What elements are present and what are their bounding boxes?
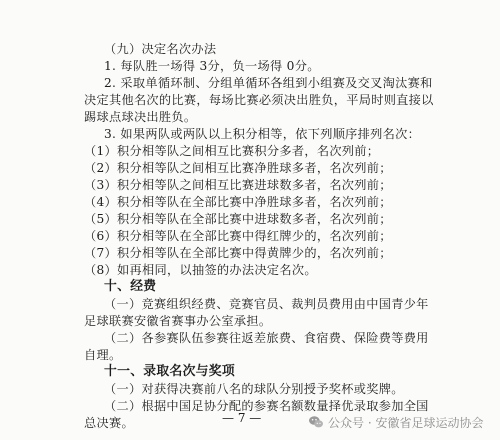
funding-item-1-continued: 足球联赛安徽省赛事办公室承担。 — [84, 314, 272, 328]
ranking-item-2: （2）积分相等队之间相互比赛净胜球多者，名次列前； — [84, 161, 392, 175]
ranking-item-3: （3）积分相等队之间相互比赛进球数多者，名次列前； — [84, 178, 392, 192]
ranking-item-8: （8）如再相同，以抽签的办法决定名次。 — [84, 263, 317, 277]
funding-item-1: （一）竞赛组织经费、竞赛官员、裁判员费用由中国青少年 — [104, 297, 429, 311]
rule-2: 2. 采取单循环制、分组单循环各组到小组赛及交叉淘汰赛和 — [104, 76, 433, 90]
ranking-item-5: （5）积分相等队在全部比赛中进球数多者，名次列前； — [84, 212, 392, 226]
ranking-item-1: （1）积分相等队之间相互比赛积分多者，名次列前； — [84, 144, 380, 158]
ranking-item-4: （4）积分相等队在全部比赛中净胜球多者，名次列前； — [84, 195, 392, 209]
award-item-2: （二）根据中国足协分配的参赛名额数量择优录取参加全国 — [104, 399, 429, 413]
ranking-item-7: （7）积分相等队在全部比赛中得黄牌少的，名次列前； — [84, 246, 392, 260]
section-9-heading: （九）决定名次办法 — [104, 42, 217, 56]
rule-3: 3. 如果两队或两队以上积分相等，依下列顺序排列名次： — [104, 127, 421, 141]
section-11-heading: 十一、录取名次与奖项 — [104, 364, 235, 379]
page-number: — 7 — — [222, 411, 262, 425]
rule-1: 1. 每队胜一场得 3分，负一场得 0分。 — [104, 59, 320, 73]
section-10-heading: 十、经费 — [104, 279, 157, 294]
award-item-1: （一）对获得决赛前八名的球队分别授予奖杯或奖牌。 — [104, 382, 404, 396]
award-item-2-continued: 总决赛。 — [84, 416, 134, 430]
ranking-item-6: （6）积分相等队在全部比赛中得红牌少的，名次列前； — [84, 229, 392, 243]
watermark — [308, 412, 483, 432]
watermark-text: 公众号 · 安徽省足球运动协会 — [328, 415, 484, 430]
rule-2-continued: 决定其他名次的比赛，每场比赛必须决出胜负，平局时则直接以 — [84, 93, 434, 107]
wechat-icon — [308, 414, 324, 430]
funding-item-2-continued: 自理。 — [84, 348, 122, 362]
funding-item-2: （二）各参赛队伍参赛往返差旅费、食宿费、保险费等费用 — [104, 331, 429, 345]
rule-2-continued: 踢球点球决出胜负。 — [84, 110, 197, 124]
